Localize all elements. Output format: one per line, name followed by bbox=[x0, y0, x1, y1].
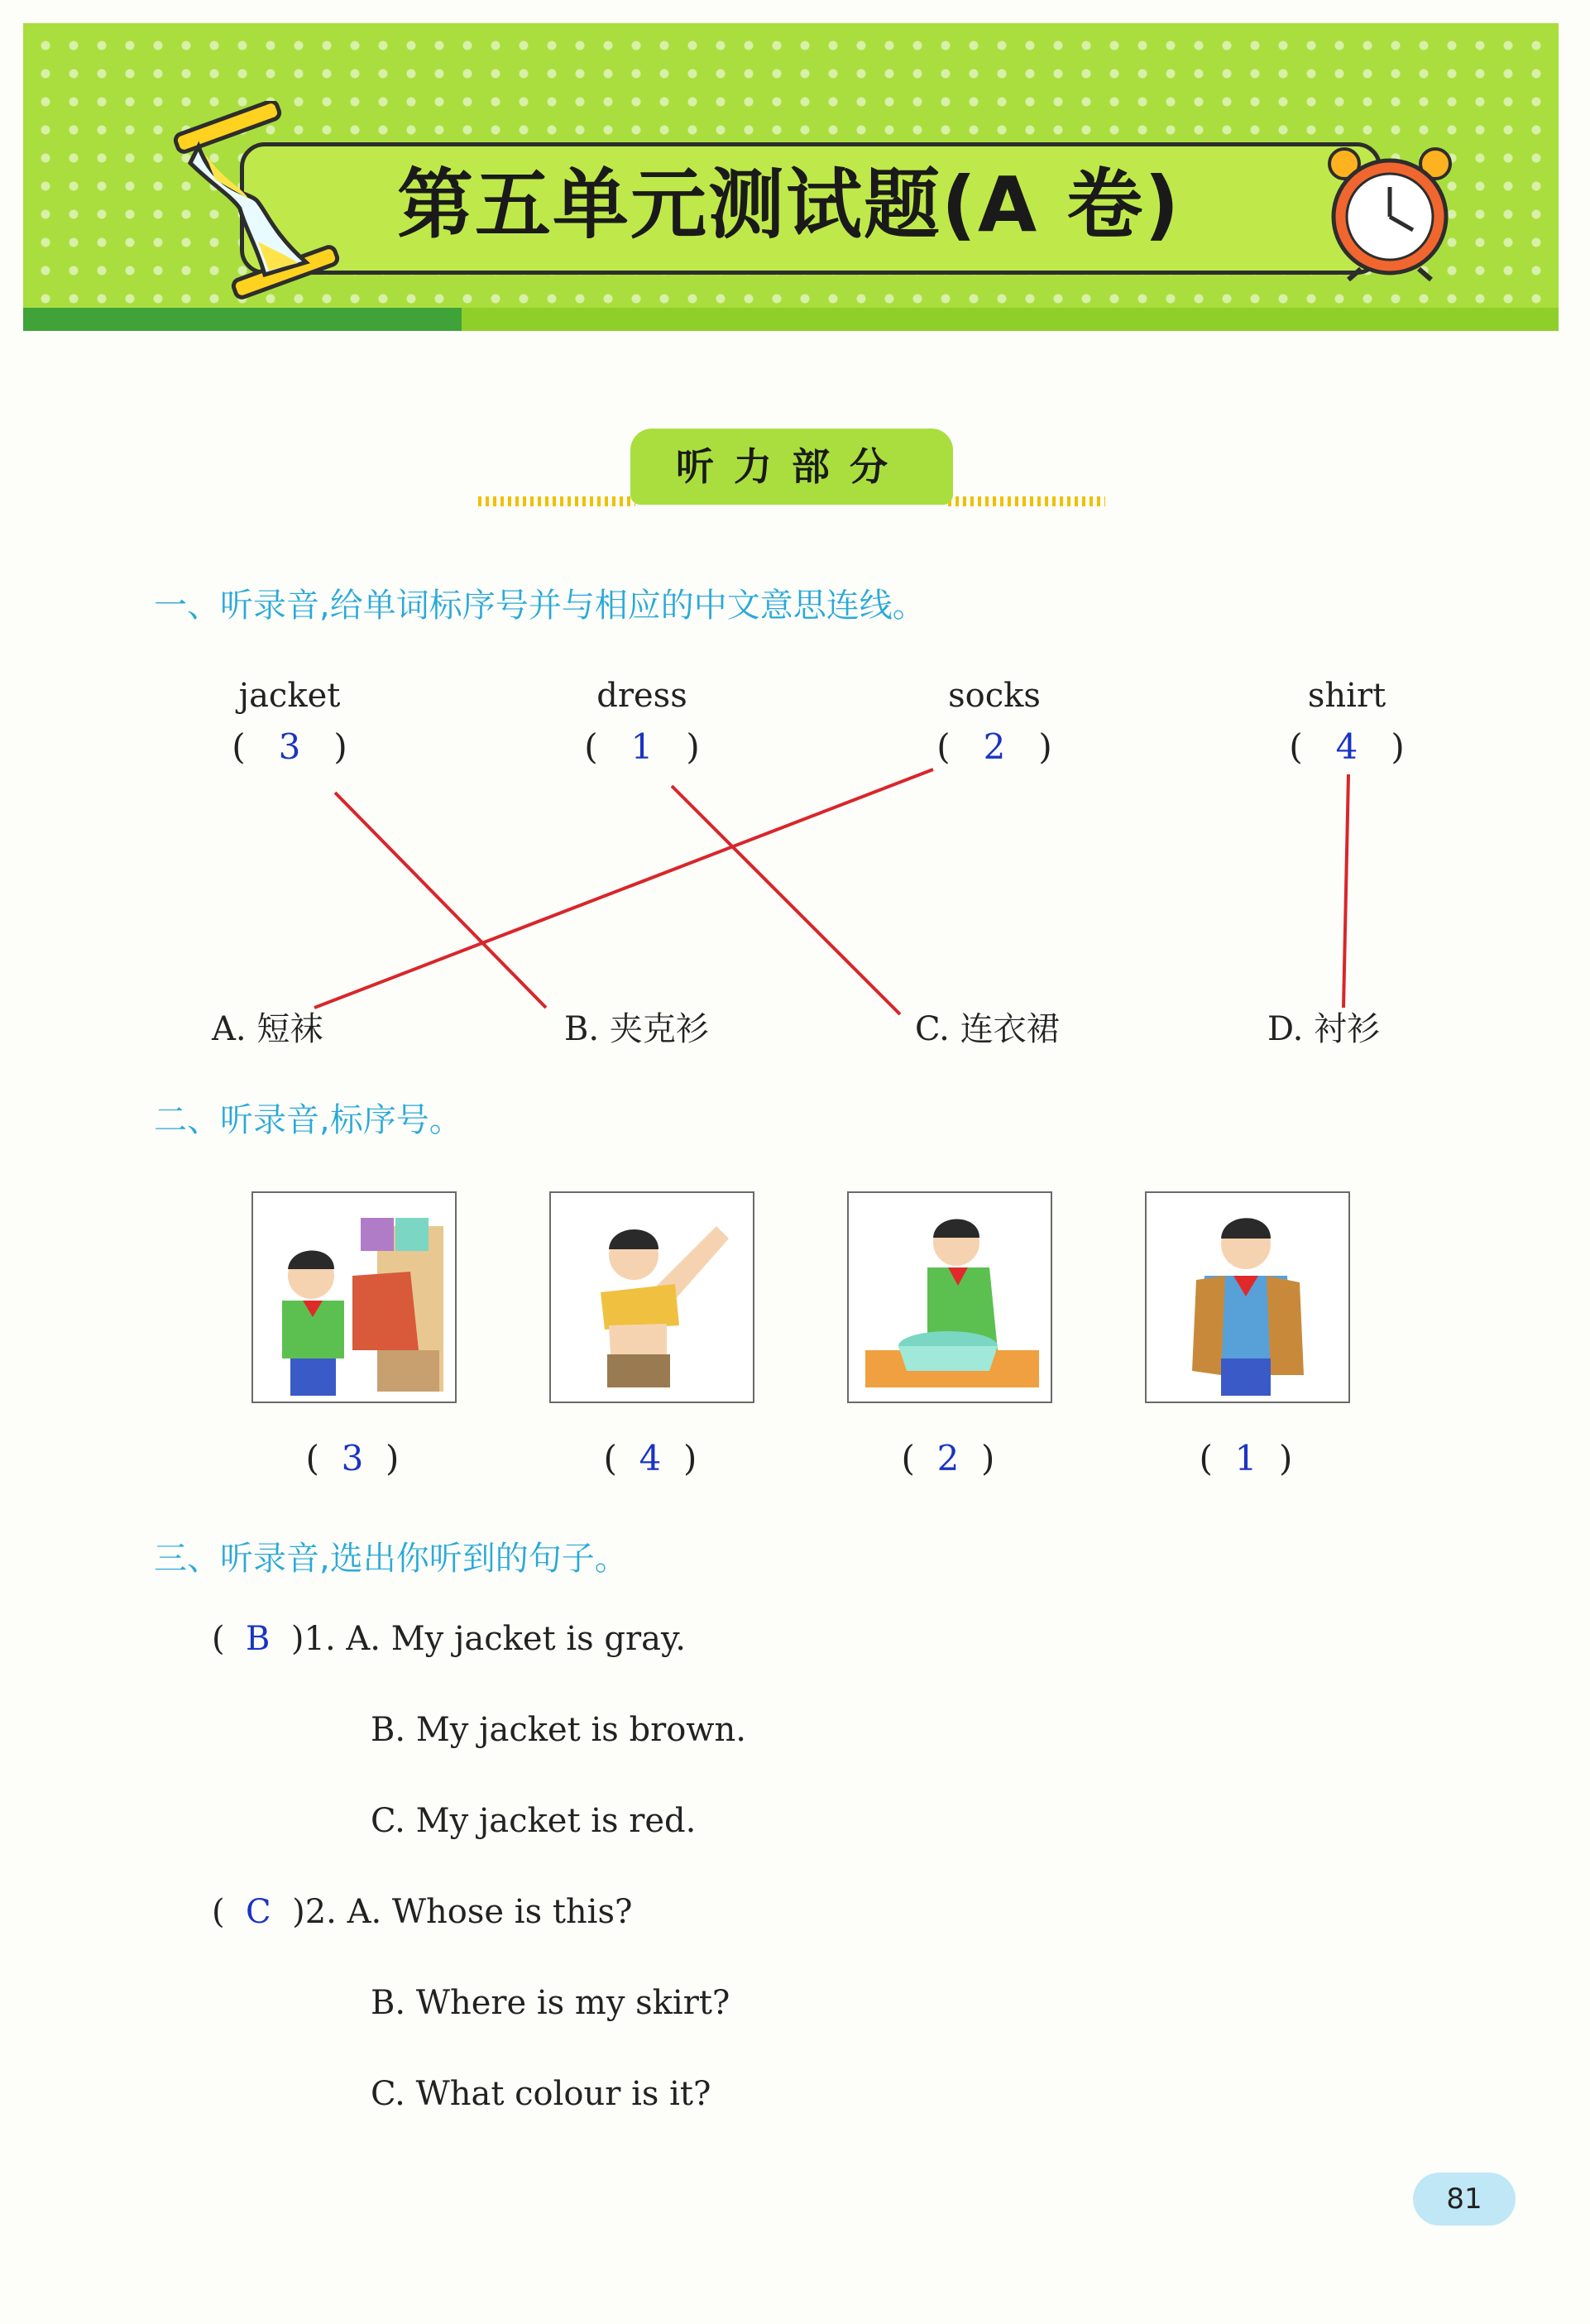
q2-answer: 4 bbox=[639, 1438, 662, 1478]
q3-item-2: ( C )2. A. Whose is this? bbox=[212, 1893, 633, 1931]
q2-answer: 3 bbox=[341, 1438, 364, 1478]
match-line-dress bbox=[672, 786, 900, 1014]
q3-item-1-option-a: A. My jacket is gray. bbox=[346, 1620, 686, 1658]
q1-answer-box[interactable]: ( 2 ) bbox=[936, 726, 1052, 767]
q1-meaning-c: C. 连衣裙 bbox=[915, 1010, 1060, 1048]
picture-take-off-shirt bbox=[549, 1191, 754, 1403]
picture-wash-clothes bbox=[847, 1191, 1052, 1403]
q1-answer: 1 bbox=[630, 726, 654, 767]
section-title: 听力部分 bbox=[676, 444, 908, 489]
q2-answer-box[interactable]: ( 1 ) bbox=[1199, 1438, 1293, 1478]
q3-item-2-option-a: A. Whose is this? bbox=[347, 1893, 633, 1931]
picture-hang-jacket bbox=[251, 1191, 457, 1403]
q1-answer: 2 bbox=[983, 726, 1006, 767]
match-line-socks bbox=[314, 769, 933, 1008]
q1-word-socks: socks bbox=[948, 677, 1041, 715]
q1-word-shirt: shirt bbox=[1307, 677, 1386, 715]
q3-item-1: ( B )1. A. My jacket is gray. bbox=[212, 1620, 686, 1658]
q1-word-dress: dress bbox=[596, 677, 687, 715]
q2-answer-box[interactable]: ( 4 ) bbox=[603, 1438, 697, 1478]
q1-meaning-a: A. 短袜 bbox=[212, 1010, 323, 1048]
q2-title: 二、听录音,标序号。 bbox=[154, 1101, 462, 1139]
page-number: 81 bbox=[1413, 2173, 1516, 2226]
q1-meaning-d: D. 衬衫 bbox=[1267, 1010, 1381, 1048]
q2-answer: 2 bbox=[936, 1438, 960, 1478]
q1-answer-box[interactable]: ( 1 ) bbox=[584, 726, 700, 767]
picture-put-on-jacket bbox=[1145, 1191, 1350, 1403]
q3-item-1-number: )1. bbox=[290, 1620, 336, 1658]
q2-answer: 1 bbox=[1234, 1438, 1257, 1478]
q2-answer-box[interactable]: ( 2 ) bbox=[901, 1438, 995, 1478]
q3-item-2-option-b: B. Where is my skirt? bbox=[371, 1984, 730, 2022]
q3-item-1-option-c: C. My jacket is red. bbox=[371, 1802, 697, 1840]
match-line-jacket bbox=[335, 793, 546, 1008]
q3-item-2-number: )2. bbox=[292, 1893, 337, 1931]
q1-meaning-b: B. 夹克衫 bbox=[564, 1010, 709, 1048]
match-line-shirt bbox=[1343, 774, 1348, 1008]
q1-answer-box[interactable]: ( 4 ) bbox=[1289, 726, 1405, 767]
q3-item-1-option-b: B. My jacket is brown. bbox=[371, 1711, 747, 1749]
q1-answer: 4 bbox=[1335, 726, 1358, 767]
q3-title: 三、听录音,选出你听到的句子。 bbox=[154, 1540, 628, 1578]
q1-answer-box[interactable]: ( 3 ) bbox=[232, 726, 347, 767]
q3-item-2-option-c: C. What colour is it? bbox=[371, 2075, 711, 2113]
q3-item-1-answer[interactable]: B bbox=[246, 1620, 271, 1658]
q2-answer-box[interactable]: ( 3 ) bbox=[305, 1438, 400, 1478]
q3-item-2-answer[interactable]: C bbox=[246, 1893, 271, 1931]
q1-title: 一、听录音,给单词标序号并与相应的中文意思连线。 bbox=[154, 587, 926, 625]
page-title: 第五单元测试题(A 卷) bbox=[397, 161, 1181, 249]
q1-answer: 3 bbox=[278, 726, 301, 767]
q1-word-jacket: jacket bbox=[238, 677, 341, 715]
